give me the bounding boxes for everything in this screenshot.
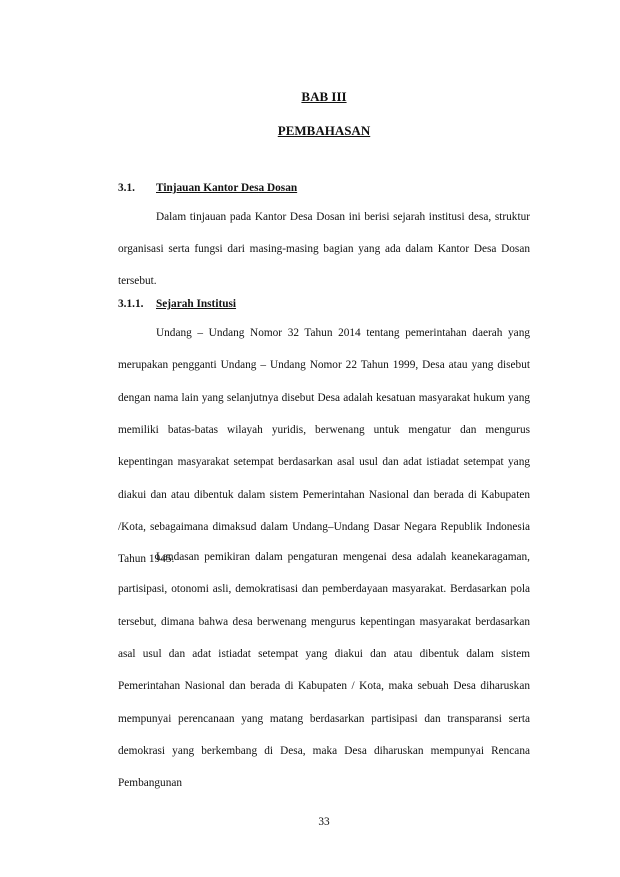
section-heading-3-1	[118, 182, 297, 194]
body-paragraph-1: Undang – Undang Nomor 32 Tahun 2014 tentang pemerintahan daerah yang merupakan pengganti Undang – Undang Nomor 22 Tahun 1999, Desa atau yang disebut dengan nama lain yang selanjutnya disebut Desa adalah kesatuan masyarakat hukum yang memiliki batas-batas wilayah yuridis, berwenang untuk mengatur dan mengurus kepentingan masyarakat setempat berdasarkan asal usul dan adat istiadat setempat yang diakui dan atau dibentuk dalam sistem Pemerintahan Nasional dan berada di Kabupaten /Kota, sebagaimana dimaksud dalam Undang–Undang Dasar Negara Republik Indonesia Tahun 1945.	[118, 327, 530, 566]
section-paragraph: Dalam tinjauan pada Kantor Desa Dosan ini berisi sejarah institusi desa, struktur organisasi serta fungsi dari masing-masing bagian yang ada dalam Kantor Desa Dosan tersebut.	[118, 211, 530, 288]
body-paragraph-2: Landasan pemikiran dalam pengaturan mengenai desa adalah keanekaragaman, partisipasi, otonomi asli, demokratisasi dan pemberdayaan masyarakat. Berdasarkan pola tersebut, dimana bahwa desa berwenang mengurus kepentingan masyarakat berdasarkan asal usul dan adat istiadat setempat yang diakui dan atau dibentuk dalam sistem Pemerintahan Nasional dan berada di Kabupaten / Kota, maka sebuah Desa diharuskan mempunyai perencanaan yang matang berdasarkan partisipasi dan transparansi serta demokrasi yang berkembang di Desa, maka Desa diharuskan mempunyai Rencana Pembangunan	[118, 551, 530, 790]
subsection-heading-3-1-1	[118, 298, 236, 310]
subsection-title: Sejarah Institusi	[156, 298, 237, 310]
chapter-number: BAB III	[301, 89, 347, 104]
section-number: 3.1.	[118, 182, 135, 194]
section-title: Tinjauan Kantor Desa Dosan	[156, 182, 298, 194]
page-number: 33	[318, 816, 330, 828]
subsection-number: 3.1.1.	[118, 298, 144, 310]
chapter-title: PEMBAHASAN	[277, 123, 371, 138]
